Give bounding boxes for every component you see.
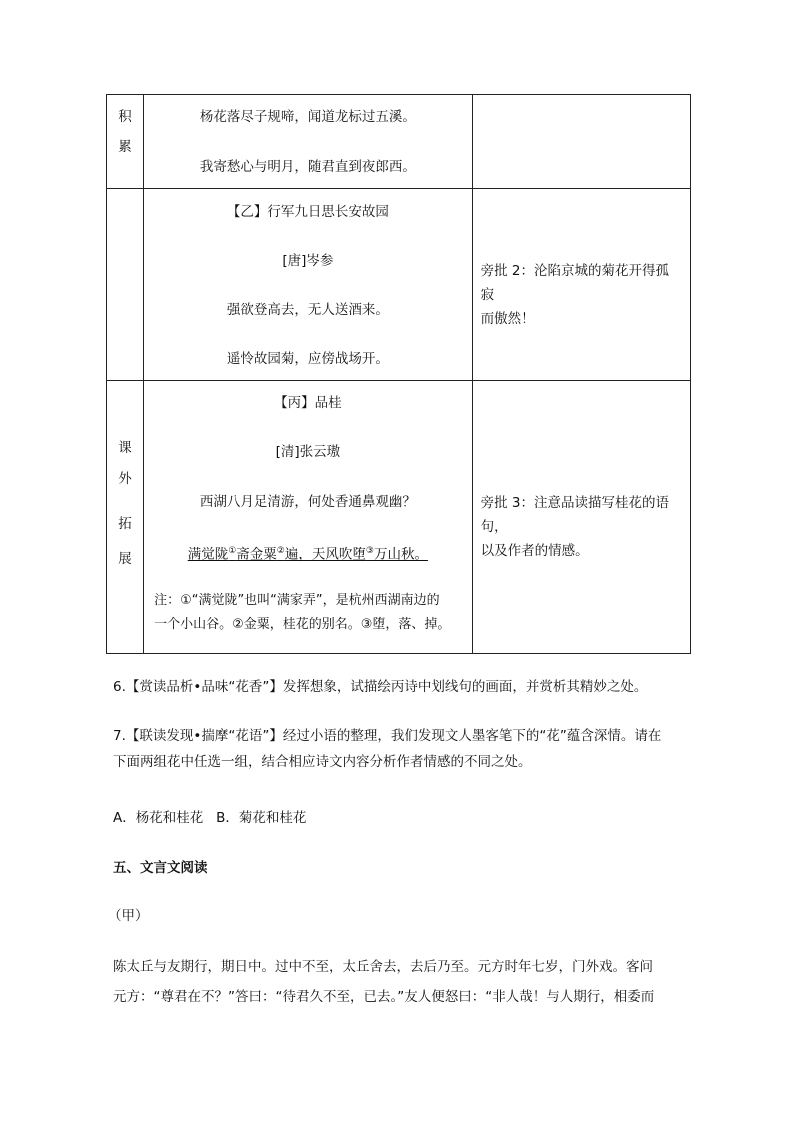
side-char: 展: [118, 551, 132, 567]
side-char: 积: [118, 109, 132, 125]
passage-line: 陈太丘与友期行，期日中。过中不至，太丘舍去，去后乃至。元方时年七岁，门外戏。客问: [113, 959, 653, 975]
side-char: 累: [118, 139, 132, 155]
footnote-marker: ①: [228, 546, 237, 556]
poem-cell: [144, 189, 473, 381]
poem-text: 遍，天风吹堕: [284, 546, 366, 563]
poem-text: 满觉陇: [187, 546, 229, 563]
footnote-line: 注：①“满觉陇”也叫“满家弄”，是杭州西湖南边的: [154, 593, 440, 608]
question-7-line: 下面两组花中任选一组，结合相应诗文内容分析作者情感的不同之处。: [113, 754, 532, 770]
note-cell: [472, 189, 690, 381]
poem-line: 我寄愁心与明月，随君直到夜郎西。: [199, 159, 416, 175]
underlined-poem-line: [144, 543, 472, 563]
table-row: [107, 381, 691, 654]
poem-line: 杨花落尽子规啼，闻道龙标过五溪。: [199, 109, 416, 125]
margin-note: [473, 491, 690, 563]
question-7-options: A．杨花和桂花 B．菊花和桂花: [113, 810, 307, 826]
margin-note-line: 旁批 2：沦陷京城的菊花开得孤寂: [480, 263, 670, 303]
poem-table: [106, 94, 691, 654]
margin-note-line: 以及作者的情感。: [480, 543, 589, 559]
poem-author: [清]张云璈: [275, 444, 341, 460]
table-row: [107, 95, 691, 189]
margin-note-line: 旁批 3：注意品读描写桂花的语句，: [480, 495, 670, 535]
note-cell: [472, 95, 690, 189]
side-label-cell: [107, 189, 144, 381]
side-char: 外: [118, 471, 132, 487]
poem-cell: [144, 95, 473, 189]
poem-line: 遥怜故园菊，应傍战场开。: [226, 351, 389, 367]
side-label-cell: [107, 381, 144, 654]
note-cell: [472, 381, 690, 654]
classical-passage: [113, 952, 683, 1012]
poem-title: 【丙】品桂: [274, 395, 342, 411]
footnote-marker: ②: [276, 546, 285, 556]
margin-note-line: 而傲然！: [480, 311, 535, 327]
poem-cell: [144, 381, 473, 654]
footnote-marker: ③: [365, 546, 374, 556]
question-7: [113, 723, 683, 775]
footnote-line: 一个小山谷。②金粟，桂花的别名。③堕，落、掉。: [154, 617, 451, 632]
side-label-cell: [107, 95, 144, 189]
side-char: 拓: [118, 516, 132, 532]
poem-line: 西湖八月足清游，何处香通鼻观幽？: [199, 494, 416, 510]
question-6: 6.【赏读品析•品味“花香”】发挥想象，试描绘丙诗中划线句的画面，并赏析其精妙之处。: [113, 679, 648, 695]
poem-text: 斋金粟: [236, 546, 277, 563]
poem-title: 【乙】行军九日思长安故园: [226, 204, 389, 220]
side-char: 课: [118, 440, 132, 456]
footnote: [144, 589, 472, 637]
section-heading: 五、文言文阅读: [113, 860, 208, 876]
passage-line: 元方：“尊君在不？”答曰：“待君久不至，已去。”友人便怒曰：“非人哉！与人期行，相委而: [113, 989, 655, 1005]
poem-author: [唐]岑参: [282, 253, 334, 269]
table-row: [107, 189, 691, 381]
poem-text: 万山秋。: [373, 546, 428, 563]
margin-note: [473, 259, 690, 331]
poem-line: 强欲登高去，无人送酒来。: [226, 302, 389, 318]
passage-label: （甲）: [108, 908, 149, 924]
question-7-line: 7.【联读发现•揣摩“花语”】经过小语的整理，我们发现文人墨客笔下的“花”蕴含深情。请在: [113, 728, 662, 744]
